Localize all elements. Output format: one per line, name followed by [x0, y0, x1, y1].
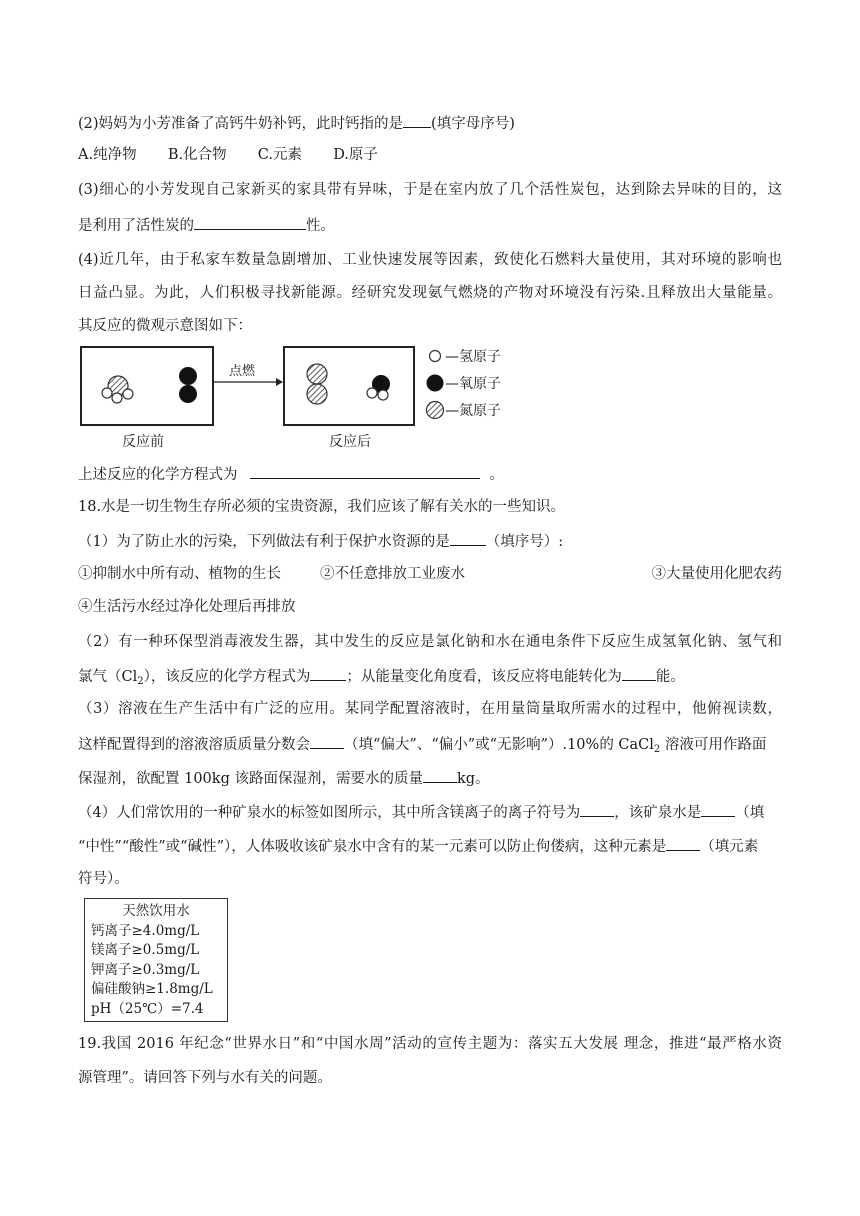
legend-nitrogen: —氮原子	[445, 403, 501, 419]
q18-sub2-line1: （2）有一种环保型消毒液发生器，其中发生的反应是氯化钠和水在通电条件下反应生成氢氧化钠、氢气和	[78, 634, 782, 650]
legend-symbols	[425, 346, 445, 426]
answer-blank[interactable]	[701, 801, 735, 817]
option-b: B.化合物	[167, 147, 227, 163]
q18-option-1: ①抑制水中所有动、植物的生长	[78, 566, 281, 582]
legend-hydrogen: —氢原子	[445, 349, 501, 365]
nitrogen-molecule	[307, 364, 327, 404]
oxygen-atom-icon	[427, 375, 444, 392]
before-molecules	[82, 348, 212, 424]
after-molecules	[285, 348, 413, 424]
before-box	[80, 346, 214, 426]
q18-sub1: （1）为了防止水的污染，下列做法有利于保护水资源的是 （填序号）:	[78, 530, 782, 552]
hydrogen-atom-icon	[430, 351, 441, 362]
q18-sub3-line1: （3）溶液在生产生活中有广泛的应用。某同学配置溶液时，在用量筒量取所需水的过程中，他俯视读数，	[78, 701, 782, 717]
q18-sub4-line1: （4）人们常饮用的一种矿泉水的标签如图所示，其中所含镁离子的离子符号为 ，该矿泉水是 （填	[78, 801, 782, 823]
after-box	[283, 346, 415, 426]
answer-blank[interactable]	[666, 835, 700, 851]
q18-sub3-line3: 保湿剂，欲配置 100kg 该路面保湿剂，需要水的质量 kg。	[78, 767, 782, 789]
q18-title: 18.水是一切生物生存所必须的宝贵资源，我们应该了解有关水的一些知识。	[78, 499, 566, 515]
q18-sub3-line2: 这样配置得到的溶液溶质质量分数会 （填“偏大”、“偏小”或“无影响”）.10%的 CaCl$_2$ 溶液可用作路面	[78, 733, 782, 760]
q18-option-3: ③大量使用化肥农药	[651, 566, 782, 582]
q17-part4-line2: 日益凸显。为此，人们积极寻找新能源。经研究发现氨气燃烧的产物对环境没有污染.且释放出大量能量。	[78, 285, 782, 301]
q18-sub4-line3: 符号）。	[78, 871, 129, 887]
q17-part2: (2)妈妈为小芳准备了高钙牛奶补钙，此时钙指的是 (填字母序号)	[78, 112, 782, 134]
mineral-water-label	[84, 898, 228, 1022]
equation-blank[interactable]	[250, 463, 480, 479]
oxygen-molecule	[179, 367, 197, 403]
q17-part4-line3: 其反应的微观示意图如下：	[78, 318, 252, 334]
answer-blank[interactable]	[450, 530, 486, 546]
q17-part3-line2: 是利用了活性炭的 性。	[78, 214, 782, 236]
answer-blank[interactable]	[310, 733, 344, 749]
label-row-calcium: 钙离子≥4.0mg/L	[91, 922, 200, 939]
q19-line2: 源管理”。请回答下列与水有关的问题。	[78, 1070, 332, 1086]
label-row-magnesium: 镁离子≥0.5mg/L	[91, 942, 200, 958]
q17-options	[78, 145, 782, 165]
arrow-label: 点燃	[229, 364, 256, 379]
after-label: 反应后	[329, 434, 371, 450]
legend-oxygen: —氧原子	[445, 376, 501, 392]
q18-options-row1	[78, 564, 782, 584]
q18-sub2-line2: 氯气$(Cl_2)$，该反应的化学方程式为 ；从能量变化角度看，该反应将电能转化为 能。	[78, 665, 782, 692]
q19-line1: 19.我国 2016 年纪念“世界水日”和“中国水周”活动的宣传主题为：落实五大发展 理念，推进“最严格水资	[78, 1036, 782, 1052]
option-a: A.纯净物	[78, 147, 137, 163]
q17-equation-line: 上述反应的化学方程式为 。	[78, 463, 782, 485]
answer-blank[interactable]	[403, 112, 431, 128]
label-row-ph: pH（25℃）=7.4	[91, 1000, 204, 1017]
answer-blank[interactable]	[423, 767, 457, 783]
q18-sub4-line2: “中性”“酸性”或“碱性”），人体吸收该矿泉水中含有的某一元素可以防止佝偻病，这种元素是 （填元素	[78, 835, 782, 857]
option-c: C.元素	[257, 147, 302, 163]
answer-blank[interactable]	[310, 665, 346, 681]
q18-option-2: ②不任意排放工业废水	[320, 566, 465, 582]
answer-blank[interactable]	[622, 665, 656, 681]
nitrogen-atom-icon	[427, 402, 444, 419]
label-title: 天然饮用水	[122, 903, 190, 919]
option-d: D.原子	[333, 147, 378, 163]
ammonia-molecule	[102, 376, 133, 403]
q18-option-4: ④生活污水经过净化处理后再排放	[78, 599, 296, 615]
label-row-silicate: 偏硅酸钠≥1.8mg/L	[91, 981, 213, 997]
q17-part4-line1: (4)近几年，由于私家车数量急剧增加、工业快速发展等因素，致使化石燃料大量使用，其对环境的影响也	[78, 252, 782, 268]
label-row-potassium: 钾离子≥0.3mg/L	[91, 961, 200, 978]
before-label: 反应前	[122, 434, 164, 450]
answer-blank[interactable]	[580, 801, 614, 817]
water-molecule	[367, 375, 390, 400]
answer-blank[interactable]	[194, 214, 306, 230]
q17-part3-line1: (3)细心的小芳发现自己家新买的家具带有异味，于是在室内放了几个活性炭包，达到除去异味的目的，这	[78, 182, 782, 198]
